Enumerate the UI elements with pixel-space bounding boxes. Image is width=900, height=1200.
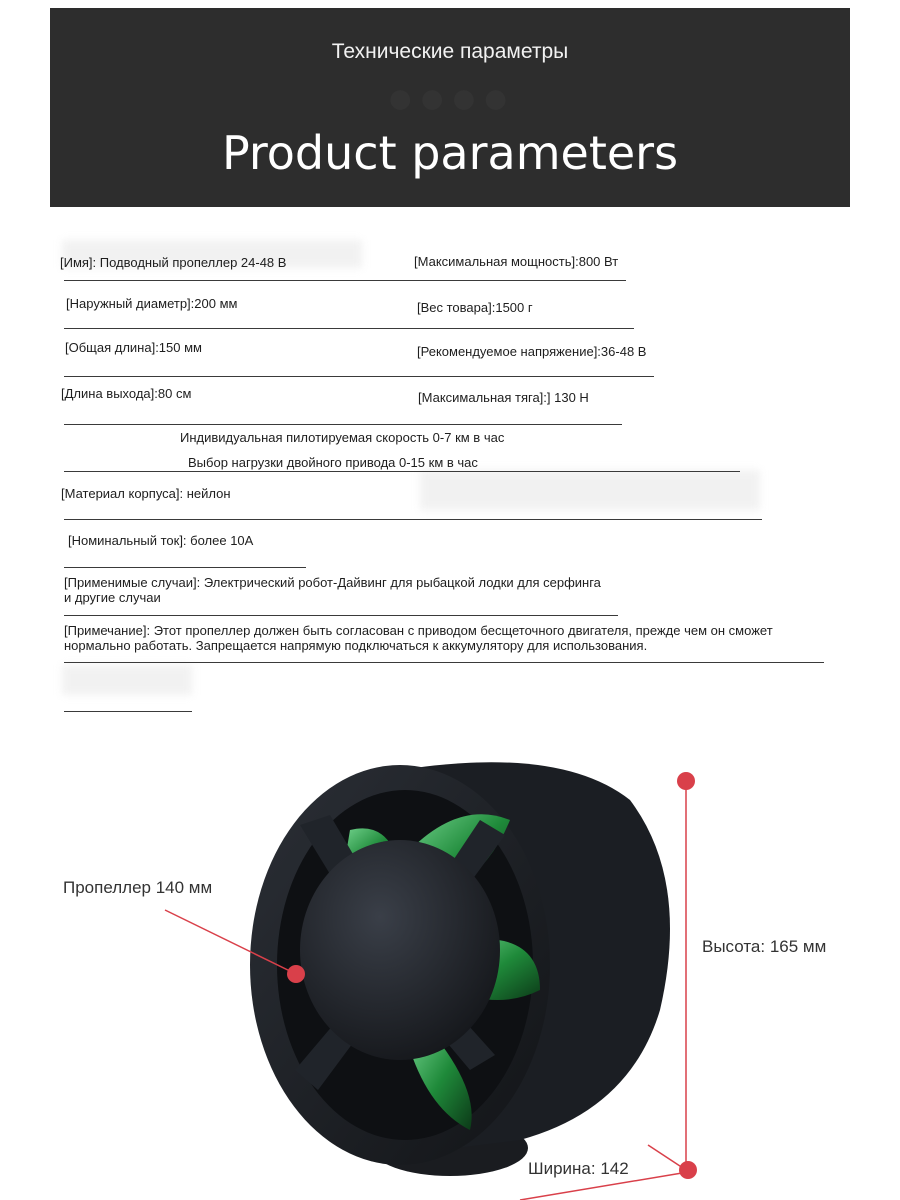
width-label: Ширина: 142: [528, 1159, 629, 1178]
spec-pilot-speed: Индивидуальная пилотируемая скорость 0-7 км в час: [180, 430, 505, 445]
divider: [64, 615, 618, 616]
spec-name: [Имя]: Подводный пропеллер 24-48 В: [60, 255, 287, 270]
divider: [64, 376, 654, 377]
header-subtitle: Технические параметры: [331, 40, 569, 63]
header-title: Product parameters: [221, 126, 679, 180]
height-label: Высота: 165 мм: [702, 937, 827, 956]
propeller-photo: [0, 730, 900, 1200]
propeller-label: Пропеллер 140 мм: [63, 878, 213, 897]
height-marker-top: [677, 772, 695, 790]
spec-outer-diameter: [Наружный диаметр]:200 мм: [66, 296, 238, 311]
width-leader-line: [648, 1145, 686, 1170]
spec-weight: [Вес товара]:1500 г: [417, 300, 533, 315]
divider: [64, 662, 824, 663]
propeller-marker: [287, 965, 305, 983]
divider: [64, 567, 306, 568]
divider: [64, 328, 634, 329]
hub: [300, 840, 500, 1060]
spec-max-power: [Максимальная мощность]:800 Вт: [414, 254, 619, 269]
divider: [64, 519, 762, 520]
spec-note: [Примечание]: Этот пропеллер должен быть согласован с приводом бесщеточного двигателя, прежде чем он сможет нормально работать. Запрещается напрямую подключаться к аккумулятору для использования.: [64, 623, 773, 653]
header-banner: [50, 8, 850, 207]
height-marker-bottom: [679, 1161, 697, 1179]
divider: [64, 280, 626, 281]
divider: [64, 424, 622, 425]
spec-material: [Материал корпуса]: нейлон: [61, 486, 231, 501]
divider: [64, 471, 740, 472]
spec-applications: [Применимые случаи]: Электрический робот-Дайвинг для рыбацкой лодки для серфинга и другие случаи: [64, 575, 601, 605]
background-blur: [420, 470, 760, 510]
spec-dual-drive: Выбор нагрузки двойного привода 0-15 км в час: [188, 455, 478, 470]
spec-max-thrust: [Максимальная тяга]:] 130 Н: [418, 390, 589, 405]
header-watermark: ●●●●: [386, 71, 514, 123]
background-blur: [62, 665, 192, 695]
spec-output-length: [Длина выхода]:80 см: [61, 386, 192, 401]
spec-rated-current: [Номинальный ток]: более 10А: [68, 533, 254, 548]
spec-total-length: [Общая длина]:150 мм: [65, 340, 202, 355]
spec-recommended-voltage: [Рекомендуемое напряжение]:36-48 В: [417, 344, 647, 359]
divider: [64, 711, 192, 712]
